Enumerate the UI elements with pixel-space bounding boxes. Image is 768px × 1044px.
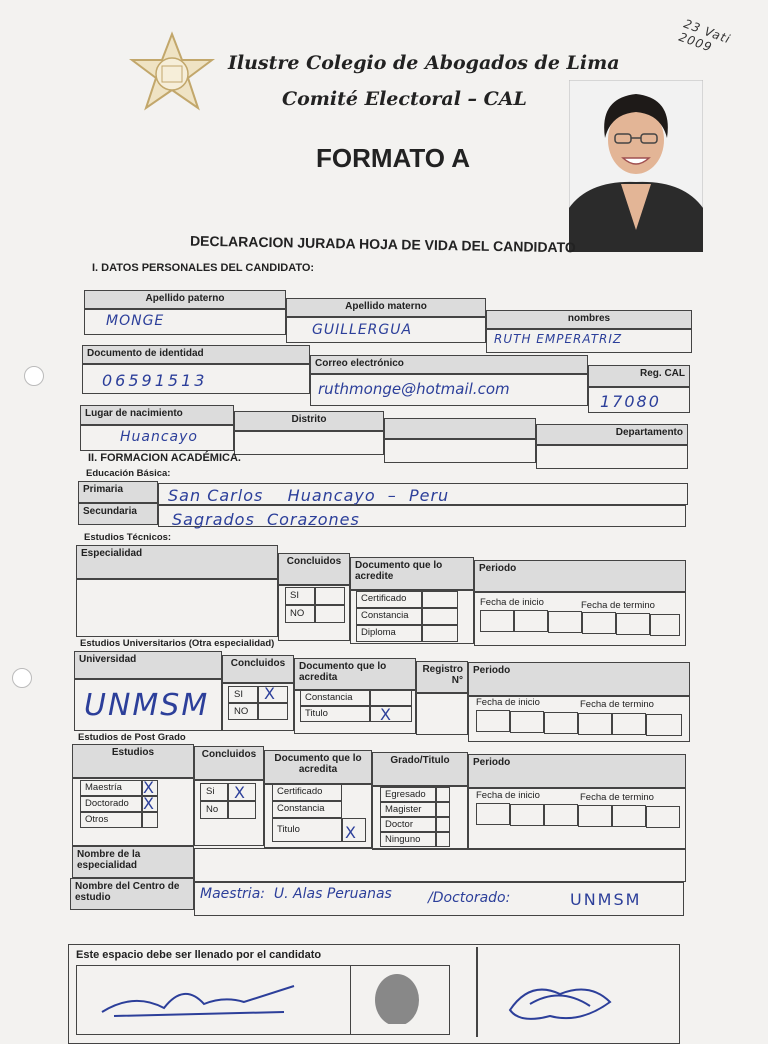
nombre-especialidad-cell — [194, 848, 686, 882]
registro-cell — [416, 693, 468, 735]
postgrado-fecha-inicio: Fecha de inicio — [476, 790, 540, 801]
univ-fecha-inicio: Fecha de inicio — [476, 697, 540, 708]
grado-egresado: Egresado — [385, 789, 426, 800]
postgrado-si-mark: X — [234, 783, 245, 802]
tecnicos-concluidos-header: Concluidos — [278, 553, 350, 585]
grado-header: Grado/Titulo — [372, 752, 468, 786]
tecnicos-documento-header: Documento que lo acredite — [350, 557, 474, 590]
postgrado-fecha-termino: Fecha de termino — [580, 792, 654, 803]
grado-ninguno: Ninguno — [385, 834, 421, 845]
postgrado-otros: Otros — [85, 814, 109, 825]
postgrado-estudios-header: Estudios — [72, 744, 194, 778]
apellido-paterno-header: Apellido paterno — [84, 290, 286, 309]
tecnicos-title: Estudios Técnicos: — [84, 532, 172, 543]
scribble-seal-mark — [500, 980, 620, 1024]
secundaria-label: Secundaria — [78, 503, 158, 525]
tecnicos-no: NO — [290, 608, 305, 619]
univ-titulo-mark: X — [380, 705, 391, 724]
postgrado-concluidos-header: Concluidos — [194, 746, 264, 780]
candidate-photo — [569, 80, 703, 252]
star-seal-icon — [124, 30, 220, 120]
tecnicos-fecha-termino: Fecha de termino — [581, 600, 655, 611]
distrito-header: Distrito — [234, 411, 384, 431]
postgrado-doctorado: Doctorado — [85, 798, 129, 809]
maestria-mark: X — [143, 778, 154, 797]
univ-constancia: Constancia — [305, 692, 353, 703]
universidad-header: Universidad — [74, 651, 222, 679]
tecnicos-fecha-inicio: Fecha de inicio — [480, 597, 544, 608]
apellido-materno-header: Apellido materno — [286, 298, 486, 317]
nombre-centro-label: Nombre del Centro de estudio — [70, 878, 194, 910]
correo-value: ruthmonge@hotmail.com — [318, 380, 510, 398]
universitarios-title: Estudios Universitarios (Otra especialidad) — [80, 638, 275, 649]
univ-si-mark: X — [264, 684, 275, 703]
signature-mark — [94, 972, 304, 1020]
college-name: Ilustre Colegio de Abogados de Lima — [228, 52, 620, 74]
primaria-value: San Carlos Huancayo – Peru — [168, 486, 450, 505]
primaria-label: Primaria — [78, 481, 158, 503]
form-title: FORMATO A — [316, 143, 471, 173]
apellido-materno-value: GUILLERGUA — [312, 322, 413, 338]
correo-header: Correo electrónico — [310, 355, 588, 374]
univ-titulo: Titulo — [305, 708, 328, 719]
univ-fecha-termino: Fecha de termino — [580, 699, 654, 710]
tecnicos-si: SI — [290, 590, 299, 601]
nombres-header: nombres — [486, 310, 692, 329]
univ-periodo-header: Periodo — [468, 662, 690, 696]
blank-cell — [384, 439, 536, 463]
tecnicos-constancia: Constancia — [361, 610, 409, 621]
postgrado-constancia: Constancia — [277, 803, 325, 814]
postgrado-certificado: Certificado — [277, 786, 323, 797]
universidad-value: UNMSM — [84, 688, 210, 723]
postgrado-title: Estudios de Post Grado — [78, 732, 186, 743]
tecnicos-periodo-header: Periodo — [474, 560, 686, 592]
apellido-paterno-value: MONGE — [106, 313, 165, 329]
distrito-cell — [234, 431, 384, 455]
nombres-value: RUTH EMPERATRIZ — [494, 332, 623, 346]
postgrado-documento-header: Documento que lo acredita — [264, 750, 372, 784]
univ-documento-header: Documento que lo acredita — [294, 658, 416, 690]
lugar-nacimiento-header: Lugar de nacimiento — [80, 405, 234, 425]
reg-cal-header: Reg. CAL — [588, 365, 690, 387]
tecnicos-especialidad-header: Especialidad — [76, 545, 278, 579]
punch-hole-bottom — [12, 668, 32, 688]
centro-value-doctorado: /Doctorado: — [428, 890, 511, 906]
documento-header: Documento de identidad — [82, 345, 310, 364]
corner-note: 23 Vati 2009 — [677, 16, 733, 55]
grado-doctor: Doctor — [385, 819, 413, 830]
section-1-title: I. DATOS PERSONALES DEL CANDIDATO: — [92, 262, 315, 274]
postgrado-periodo-header: Periodo — [468, 754, 686, 788]
section-2-title: II. FORMACION ACADÉMICA. — [88, 452, 241, 464]
postgrado-si: Si — [206, 786, 215, 797]
grado-magister: Magister — [385, 804, 422, 815]
educacion-basica-label: Educación Básica: — [86, 468, 171, 479]
committee-name: Comité Electoral – CAL — [282, 88, 527, 110]
departamento-header: Departamento — [536, 424, 688, 445]
departamento-cell — [536, 445, 688, 469]
postgrado-maestria: Maestría — [85, 782, 122, 793]
secundaria-value: Sagrados Corazones — [172, 510, 360, 529]
univ-si: SI — [234, 689, 243, 700]
doctorado-mark: X — [143, 794, 154, 813]
footer-note: Este espacio debe ser llenado por el candidato — [76, 949, 322, 961]
univ-no: NO — [234, 706, 249, 717]
punch-hole-top — [24, 366, 44, 386]
declaration-title: DECLARACION JURADA HOJA DE VIDA DEL CANDIDATO — [189, 232, 576, 256]
blank-header — [384, 418, 536, 439]
postgrado-no: No — [206, 804, 219, 815]
postgrado-titulo-mark: X — [345, 823, 356, 842]
registro-header: Registro N° — [416, 661, 468, 693]
documento-value: 06591513 — [102, 371, 208, 390]
tecnicos-certificado: Certificado — [361, 593, 407, 604]
tecnicos-diploma: Diploma — [361, 627, 396, 638]
nombre-especialidad-label: Nombre de la especialidad — [72, 846, 194, 878]
centro-value-unmsm: UNMSM — [570, 890, 642, 909]
univ-concluidos-header: Concluidos — [222, 655, 294, 683]
postgrado-titulo: Titulo — [277, 824, 300, 835]
lugar-value: Huancayo — [120, 429, 198, 445]
fingerprint-mark — [372, 972, 422, 1024]
reg-cal-value: 17080 — [600, 392, 661, 411]
centro-value-maestria: Maestria: U. Alas Peruanas — [200, 886, 392, 902]
tecnicos-especialidad-cell — [76, 579, 278, 637]
